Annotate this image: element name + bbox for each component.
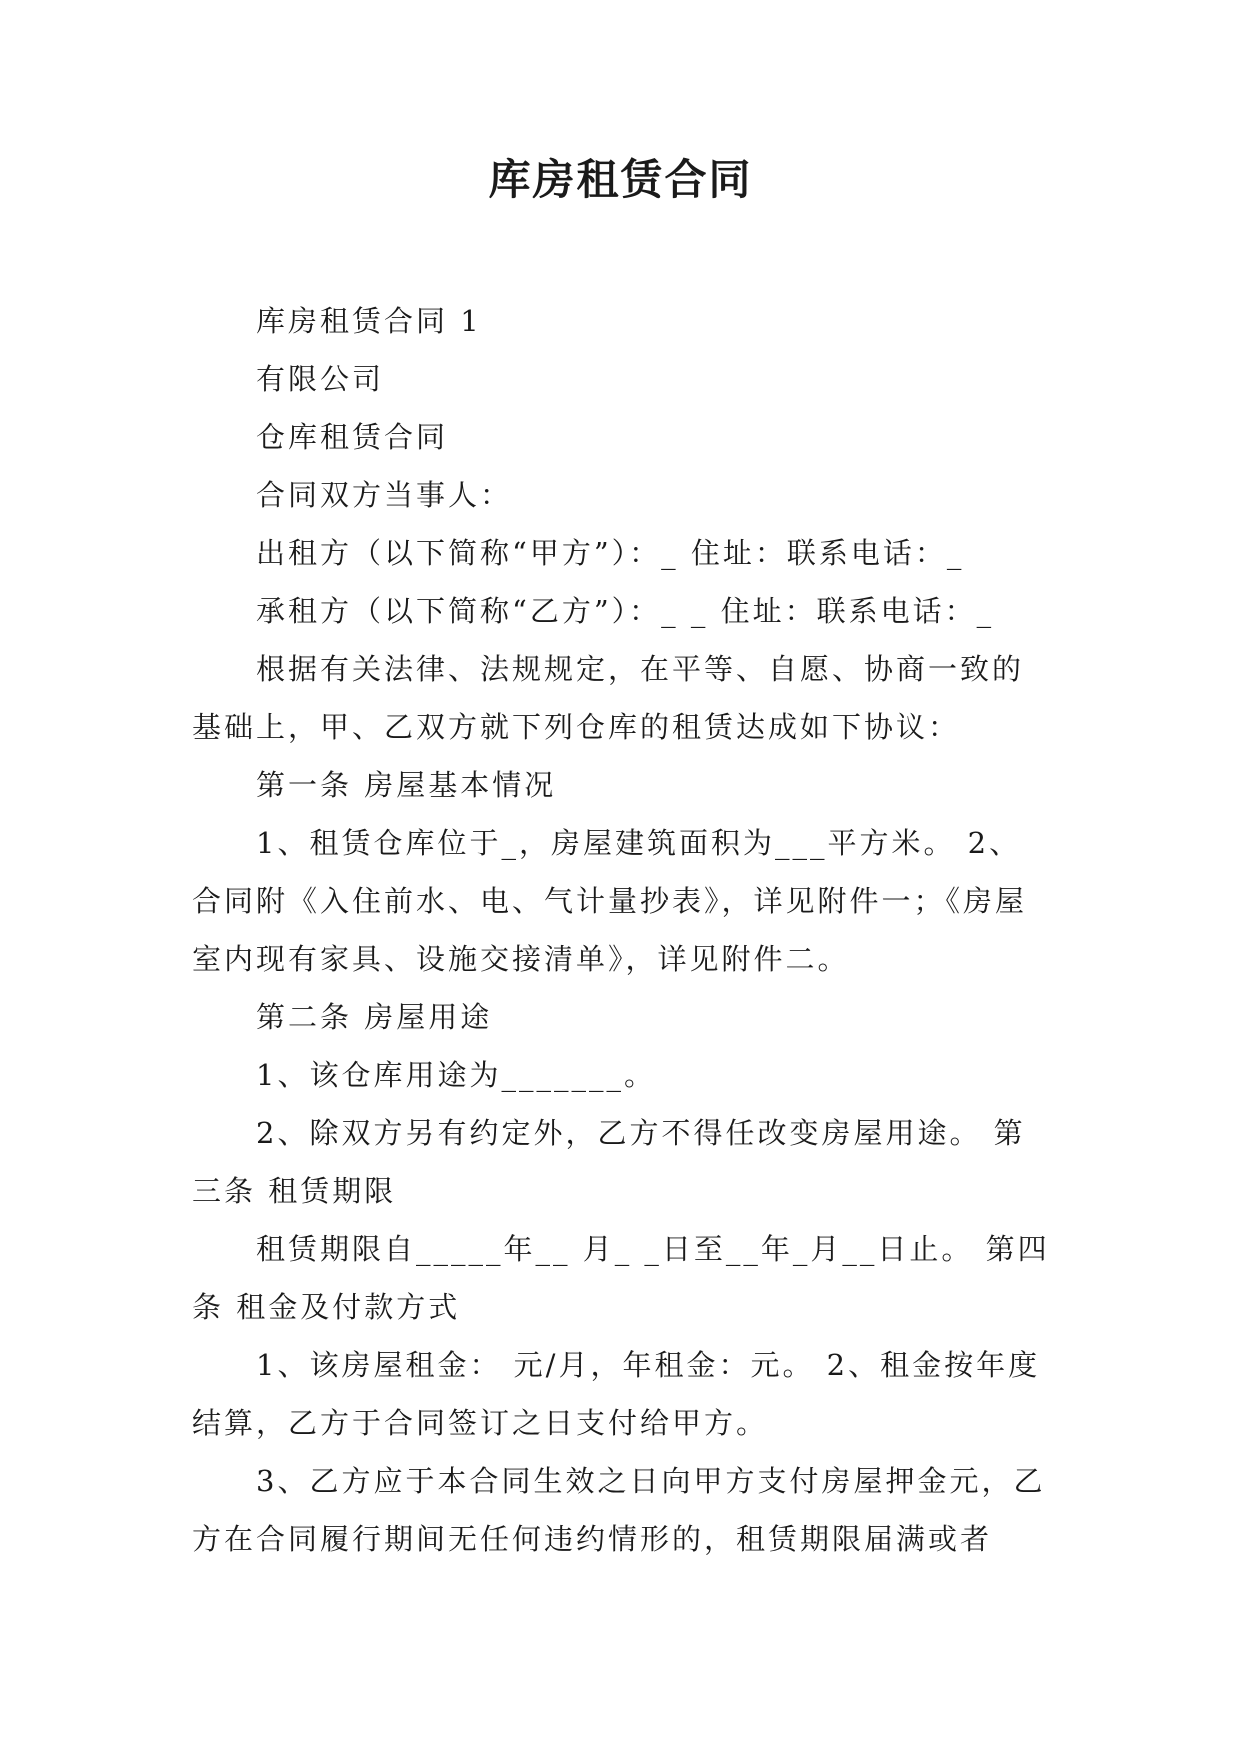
paragraph-heading-contract-1: 库房租赁合同 1 [256, 304, 482, 338]
paragraph-article-1-heading: 第一条 房屋基本情况 [256, 768, 557, 802]
paragraph-lessor: 出租方（以下简称“甲方”）：_ 住址：联系电话：_ [256, 536, 965, 570]
document-title: 库房租赁合同 [488, 155, 753, 204]
paragraph-article-2-heading: 第二条 房屋用途 [256, 1000, 493, 1034]
paragraph-lease-term: 租赁期限自_____年__ 月_ _日至__年_月__日止。 第四条 租金及付款方式 [192, 1232, 1050, 1324]
paragraph-preamble: 根据有关法律、法规规定，在平等、自愿、协商一致的基础上，甲、乙双方就下列仓库的租赁达成如下协议： [192, 652, 1025, 744]
paragraph-deposit: 3、乙方应于本合同生效之日向甲方支付房屋押金元，乙方在合同履行期间无任何违约情形的，租赁期限届满或者 [192, 1464, 1046, 1556]
paragraph-company: 有限公司 [256, 362, 385, 396]
paragraph-parties-label: 合同双方当事人： [256, 478, 513, 512]
paragraph-lessee: 承租方（以下简称“乙方”）：_ _ 住址：联系电话：_ [256, 594, 995, 628]
document-body [192, 292, 1052, 1568]
paragraph-subtitle: 仓库租赁合同 [256, 420, 449, 454]
paragraph-article-2-item-1: 1、该仓库用途为_______。 [256, 1058, 656, 1092]
paragraph-article-1-body: 1、租赁仓库位于_，房屋建筑面积为___平方米。 2、合同附《入住前水、电、气计量抄表》，详见附件一；《房屋室内现有家具、设施交接清单》，详见附件二。 [192, 826, 1028, 976]
paragraph-rent-item-1: 1、该房屋租金： 元/月，年租金：元。 2、租金按年度结算，乙方于合同签订之日支付给甲方。 [192, 1348, 1041, 1440]
paragraph-article-2-item-2: 2、除双方另有约定外，乙方不得任改变房屋用途。 第三条 租赁期限 [192, 1116, 1026, 1208]
